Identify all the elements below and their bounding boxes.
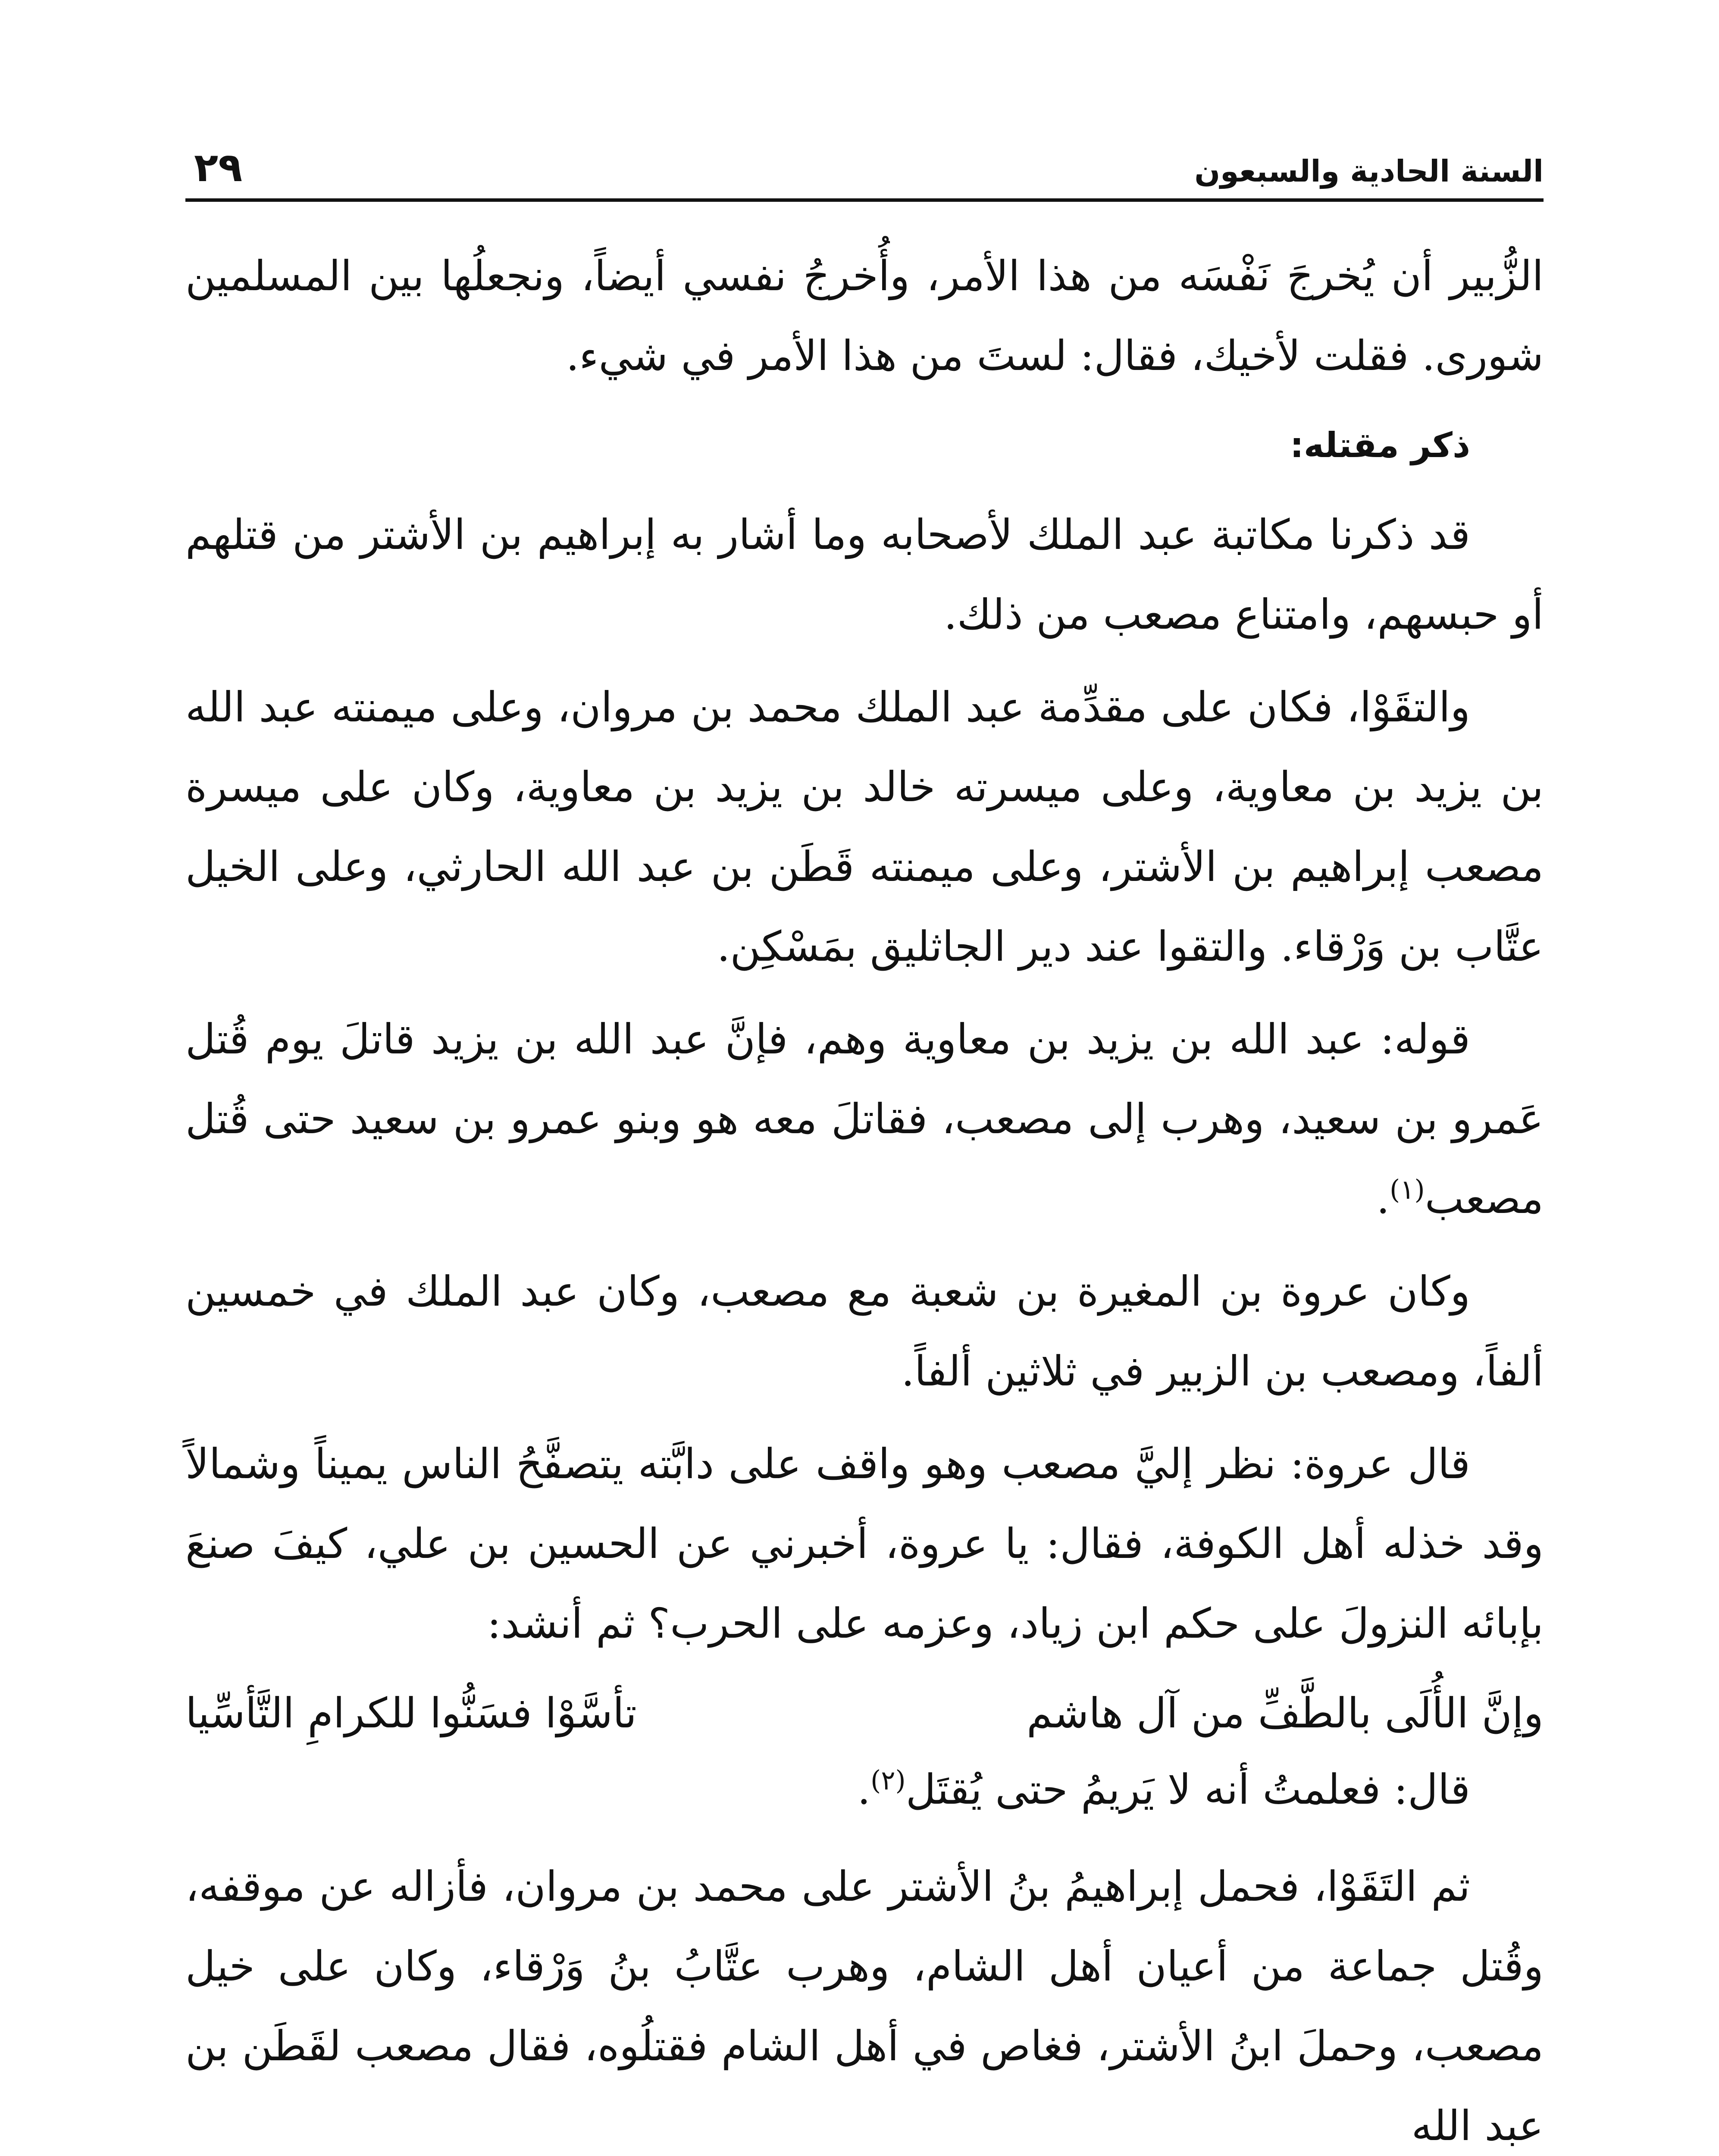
paragraph-1: الزُّبير أن يُخرجَ نَفْسَه من هذا الأمر، وأُخرجُ نفسي أيضاً، ونجعلُها بين المسلمين شورى. فقلت لأخيك، فقال: لستَ من هذا الأمر في شيء.: [185, 252, 1544, 380]
paragraph-5: وكان عروة بن المغيرة بن شعبة مع مصعب، وكان عبد الملك في خمسين ألفاً، ومصعب بن الزبير في ثلاثين ألفاً.: [185, 1267, 1544, 1395]
page-number: ٢٩: [194, 144, 243, 191]
verse-first-hemistich: وإنَّ الأُلَى بالطَّفِّ من آل هاشم: [1026, 1689, 1544, 1737]
paragraph-6: قال عروة: نظر إليَّ مصعب وهو واقف على دابَّته يتصفَّحُ الناس يميناً وشمالاً وقد خذله أهل الكوفة، فقال: يا عروة، أخبرني عن الحسين بن علي، كيفَ صنعَ بإبائه النزولَ على حكم ابن زياد، وعزمه على الحرب؟ ثم أنشد:: [185, 1440, 1544, 1648]
paragraph-3: والتقَوْا، فكان على مقدِّمة عبد الملك محمد بن مروان، وعلى ميمنته عبد الله بن يزيد بن معاوية، وعلى ميسرته خالد بن يزيد بن معاوية، وكان على ميسرة مصعب إبراهيم بن الأشتر، وعلى ميمنته قَطَن بن عبد الله الحارثي، وعلى الخيل عتَّاب بن وَرْقاء. والتقوا عند دير الجاثليق بمَسْكِن.: [185, 683, 1544, 971]
paragraph-4-text: قوله: عبد الله بن يزيد بن معاوية وهم، فإنَّ عبد الله بن يزيد قاتلَ يوم قُتل عَمرو بن سعيد، وهرب إلى مصعب، فقاتلَ معه هو وبنو عمرو بن سعيد حتى قُتل مصعب: [185, 1015, 1544, 1223]
main-text: [185, 236, 1544, 2156]
section-heading: ذكر مقتله:: [1290, 425, 1470, 465]
paragraph-7-text: قال: فعلمتُ أنه لا يَريمُ حتى يُقتَل: [905, 1765, 1470, 1814]
page-header: [185, 125, 1544, 202]
verse-second-hemistich: تأسَّوْا فسَنُّوا للكرامِ التَّأسِّيا: [185, 1689, 637, 1737]
paragraph-8: ثم التَقَوْا، فحمل إبراهيمُ بنُ الأشتر على محمد بن مروان، فأزاله عن موقفه، وقُتل جماعة من أعيان أهل الشام، وهرب عتَّابُ بنُ وَرْقاء، وكان على خيل مصعب، وحملَ ابنُ الأشتر، فغاص في أهل الشام فقتلُوه، فقال مصعب لقَطَن بن عبد الله: [185, 1862, 1544, 2150]
running-title: السنة الحادية والسبعون: [1194, 154, 1544, 189]
paragraph-4-end: .: [1376, 1175, 1390, 1223]
paragraph-4: [185, 1000, 1544, 1239]
poem-verse: [185, 1677, 1544, 1750]
book-page: [185, 125, 1544, 2156]
paragraph-7-end: .: [857, 1765, 871, 1814]
paragraph-2: قد ذكرنا مكاتبة عبد الملك لأصحابه وما أشار به إبراهيم بن الأشتر من قتلهم أو حبسهم، وامتناع مصعب من ذلك.: [185, 511, 1544, 639]
footnote-ref-2[interactable]: (٢): [870, 1764, 906, 1796]
footnote-ref-1[interactable]: (١): [1390, 1174, 1425, 1205]
paragraph-7: [185, 1750, 1470, 1830]
